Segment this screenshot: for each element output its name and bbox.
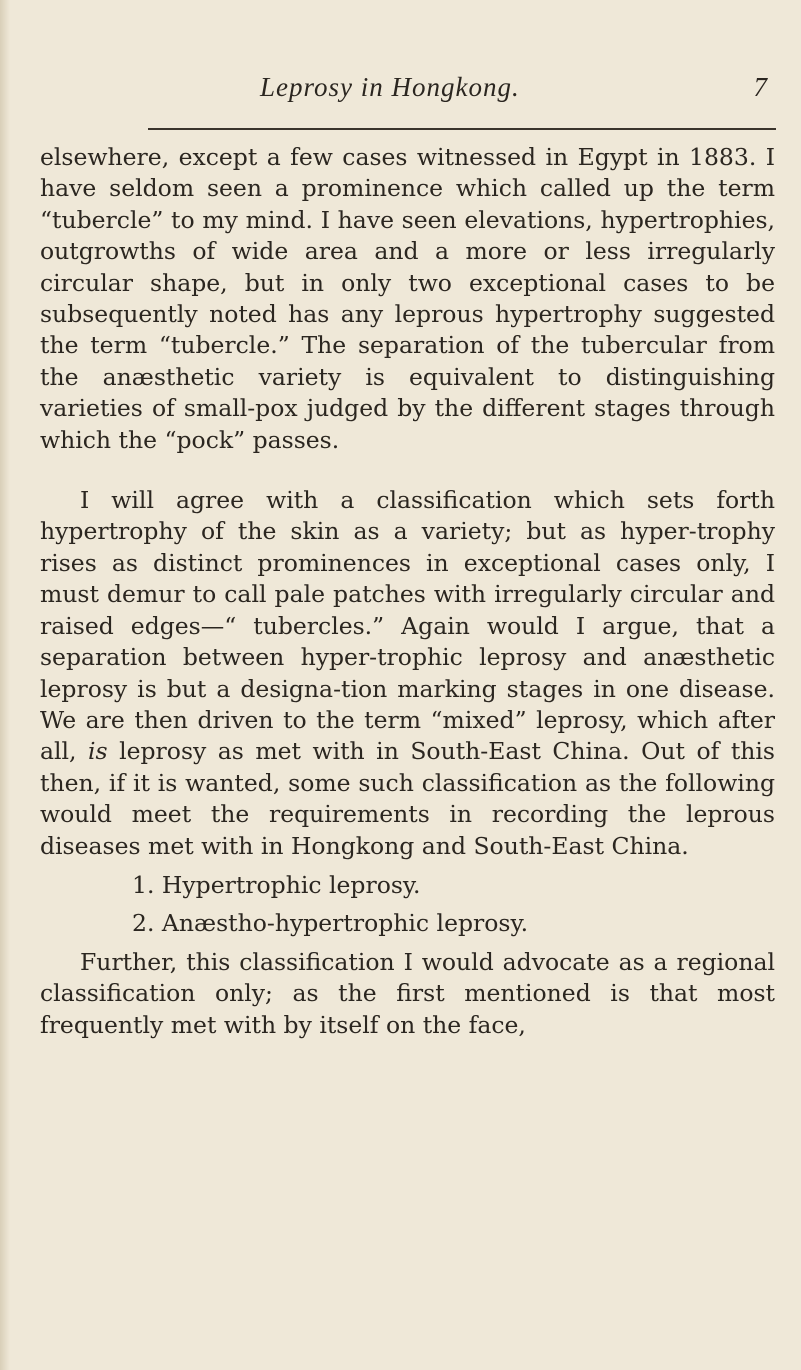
page-gutter-shadow xyxy=(0,0,10,1370)
paragraph-1: elsewhere, except a few cases witnessed in Egypt in 1883. I have seldom seen a prominence which called up the term “tubercle” to my mind. I have seen elevations, hypertrophies, outgrowths of wide area and a more or less irregularly circular shape, but in only two exceptional cases to be subsequently noted has any leprous hypertrophy suggested the term “tubercle.” The separation of the tubercular from the anæsthetic variety is equivalent to distinguishing varieties of small-pox judged by the different stages through which the “pock” passes. xyxy=(40,143,775,454)
classification-list xyxy=(40,870,775,940)
list-item: 2. Anæstho-hypertrophic leprosy. xyxy=(132,909,529,938)
paragraph-2-part-b: leprosy as met with in South-East China. Out of this then, if it is wanted, some such classification as the following would meet the requirements in recording the leprous diseases met with in Hongkong and South-East China. xyxy=(40,737,775,860)
page-number: 7 xyxy=(753,72,767,102)
header-rule xyxy=(148,128,776,130)
running-head: Leprosy in Hongkong. xyxy=(260,72,520,102)
paragraph-3: Further, this classification I would advocate as a regional classification only; as the first mentioned is that most frequently met with by itself on the face, xyxy=(40,947,775,1039)
paragraph-2 xyxy=(40,485,775,862)
emphasis-is: is xyxy=(88,737,108,766)
list-item: 1. Hypertrophic leprosy. xyxy=(132,870,421,899)
body-text xyxy=(40,142,775,1041)
page-header xyxy=(150,72,775,112)
paragraph-2-part-a: I will agree with a classification which sets forth hypertrophy of the skin as a variety; but as hyper-trophy rises as distinct prominences in exceptional cases only, I must demur to call pale patches with irregularly circular and raised edges—“ tubercles.” Again would I argue, that a separation between hyper-trophic leprosy and anæsthetic leprosy is but a designa-tion marking stages in one disease. We are then driven to the term “mixed” leprosy, which after all, xyxy=(40,486,775,766)
